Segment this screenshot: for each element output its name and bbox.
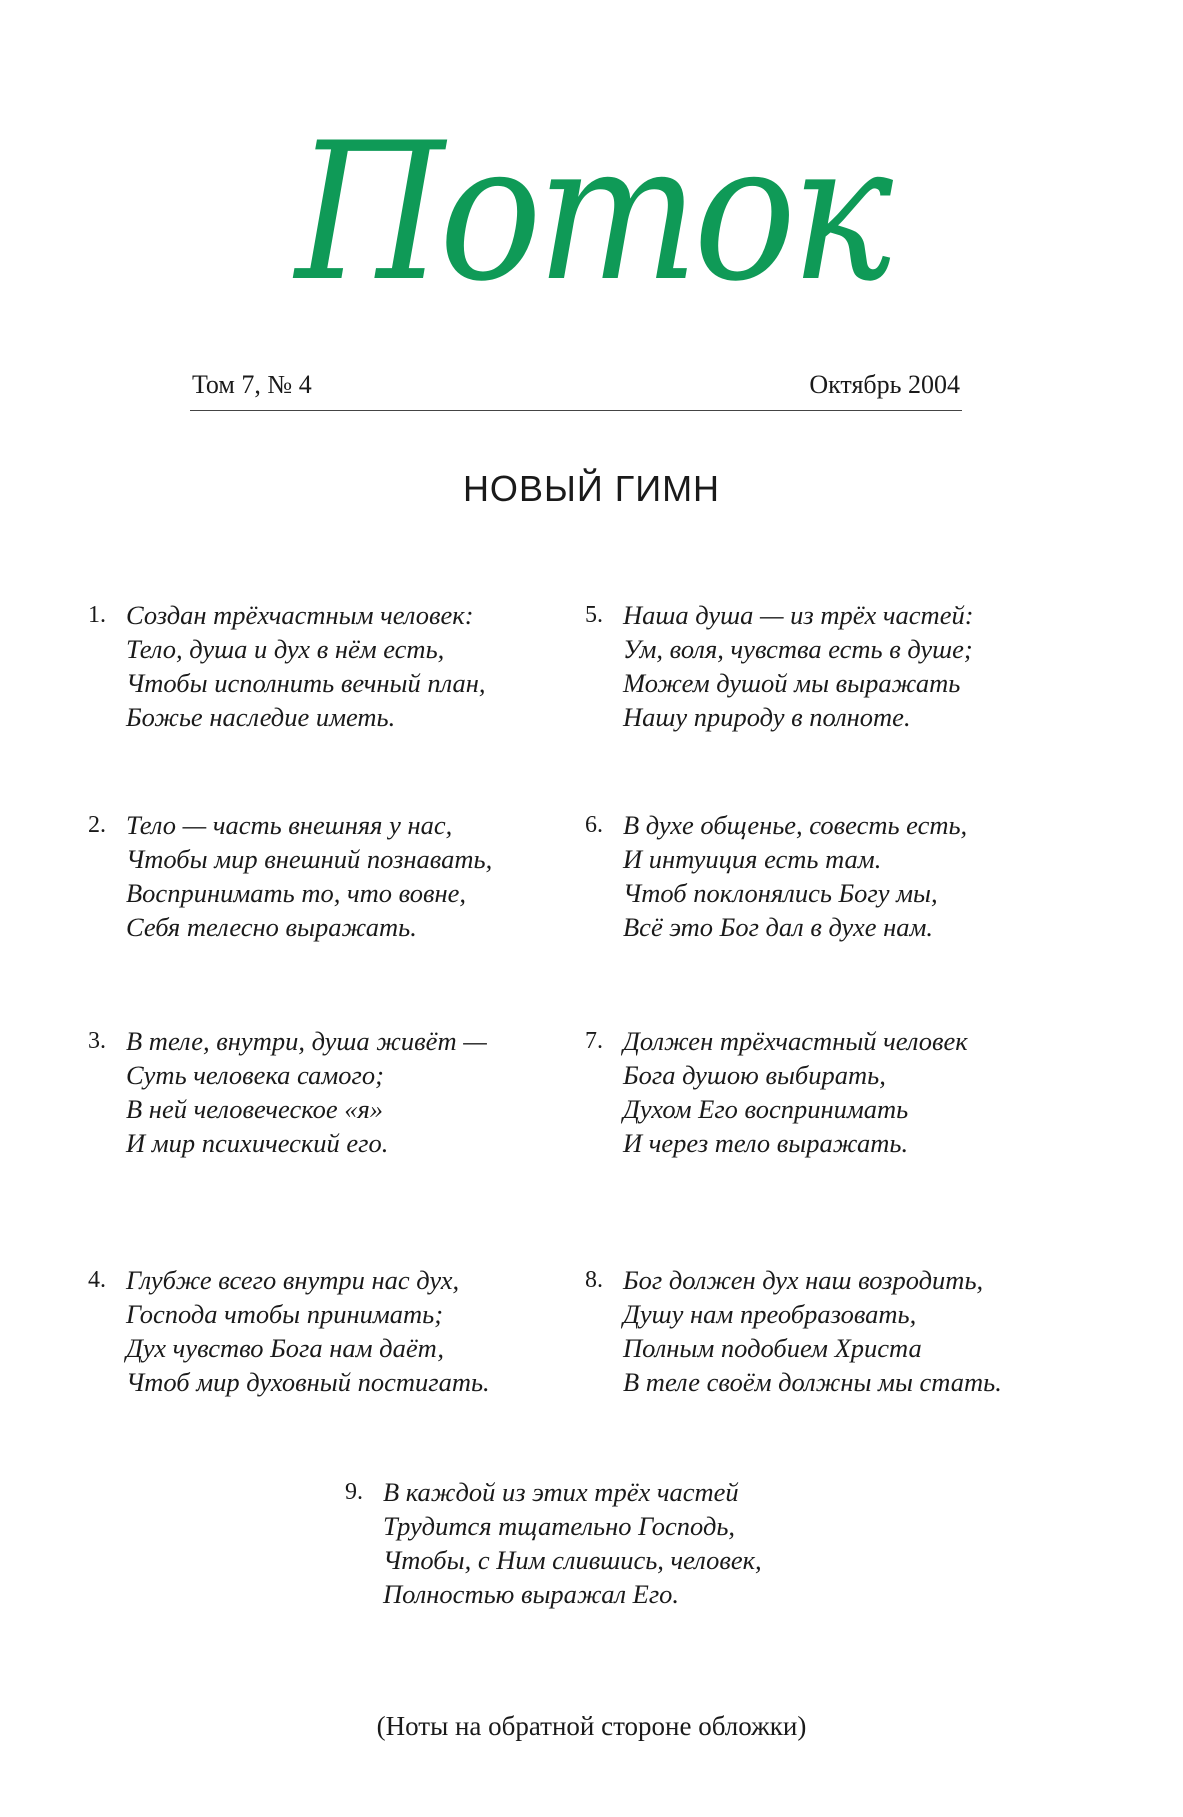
stanza-line: Духом Его воспринимать: [623, 1094, 909, 1124]
stanza-number: 7.: [585, 1028, 603, 1054]
stanza-number: 9.: [345, 1479, 363, 1505]
magazine-title: Поток: [295, 102, 888, 323]
footer-note: (Ноты на обратной стороне обложки): [376, 1711, 807, 1741]
stanza-line: Можем душой мы выражать: [623, 668, 961, 698]
stanza-line: И мир психический его.: [126, 1128, 389, 1158]
stanza-line: В теле, внутри, душа живёт —: [126, 1026, 487, 1056]
stanza-line: В ней человеческое «я»: [126, 1094, 384, 1124]
stanza-number: 3.: [88, 1028, 106, 1054]
stanza-line: Воспринимать то, что вовне,: [126, 878, 467, 908]
stanza-number: 5.: [585, 602, 603, 628]
stanza-line: Ум, воля, чувства есть в душе;: [623, 634, 973, 664]
stanza-line: Чтобы исполнить вечный план,: [126, 668, 486, 698]
stanza-line: Создан трёхчастным человек:: [126, 600, 474, 630]
stanza-line: Бога душою выбирать,: [623, 1060, 886, 1090]
stanza-line: Чтобы, с Ним слившись, человек,: [383, 1545, 762, 1575]
stanza-line: Нашу природу в полноте.: [623, 702, 911, 732]
stanza-line: Полностью выражал Его.: [383, 1579, 680, 1609]
stanza-number: 8.: [585, 1267, 603, 1293]
stanza-line: Бог должен дух наш возродить,: [623, 1265, 984, 1295]
stanza-line: Дух чувство Бога нам даёт,: [126, 1333, 445, 1363]
hymn-title: НОВЫЙ ГИМН: [462, 468, 721, 509]
stanza-line: Чтоб поклонялись Богу мы,: [623, 878, 938, 908]
stanza-number: 2.: [88, 812, 106, 838]
issue-date: Октябрь 2004: [809, 370, 960, 399]
stanza-line: Должен трёхчастный человек: [623, 1026, 968, 1056]
stanza-line: Себя телесно выражать.: [126, 912, 417, 942]
stanza-number: 6.: [585, 812, 603, 838]
stanza-line: Глубже всего внутри нас дух,: [126, 1265, 460, 1295]
stanza-line: Трудится тщательно Господь,: [383, 1511, 736, 1541]
issue-volume: Том 7, № 4: [192, 370, 312, 399]
stanza-line: И интуиция есть там.: [623, 844, 882, 874]
stanza-number: 4.: [88, 1267, 106, 1293]
stanza-line: Всё это Бог дал в духе нам.: [623, 912, 934, 942]
stanza-line: Душу нам преобразовать,: [623, 1299, 917, 1329]
stanza-line: Чтоб мир духовный постигать.: [126, 1367, 490, 1397]
stanza-line: Наша душа — из трёх частей:: [623, 600, 974, 630]
issue-info-bar: [190, 370, 962, 411]
stanza-line: Тело — часть внешняя у нас,: [126, 810, 453, 840]
stanza-line: Господа чтобы принимать;: [126, 1299, 444, 1329]
stanza-line: В теле своём должны мы стать.: [623, 1367, 1002, 1397]
stanza-line: И через тело выражать.: [623, 1128, 909, 1158]
stanza-line: Чтобы мир внешний познавать,: [126, 844, 493, 874]
stanza-line: Полным подобием Христа: [623, 1333, 922, 1363]
stanza-line: В каждой из этих трёх частей: [383, 1477, 739, 1507]
stanza-number: 1.: [88, 602, 106, 628]
stanza-line: Тело, душа и дух в нём есть,: [126, 634, 445, 664]
stanza-line: В духе общенье, совесть есть,: [623, 810, 968, 840]
stanza-line: Божье наследие иметь.: [126, 702, 396, 732]
stanza-line: Суть человека самого;: [126, 1060, 384, 1090]
